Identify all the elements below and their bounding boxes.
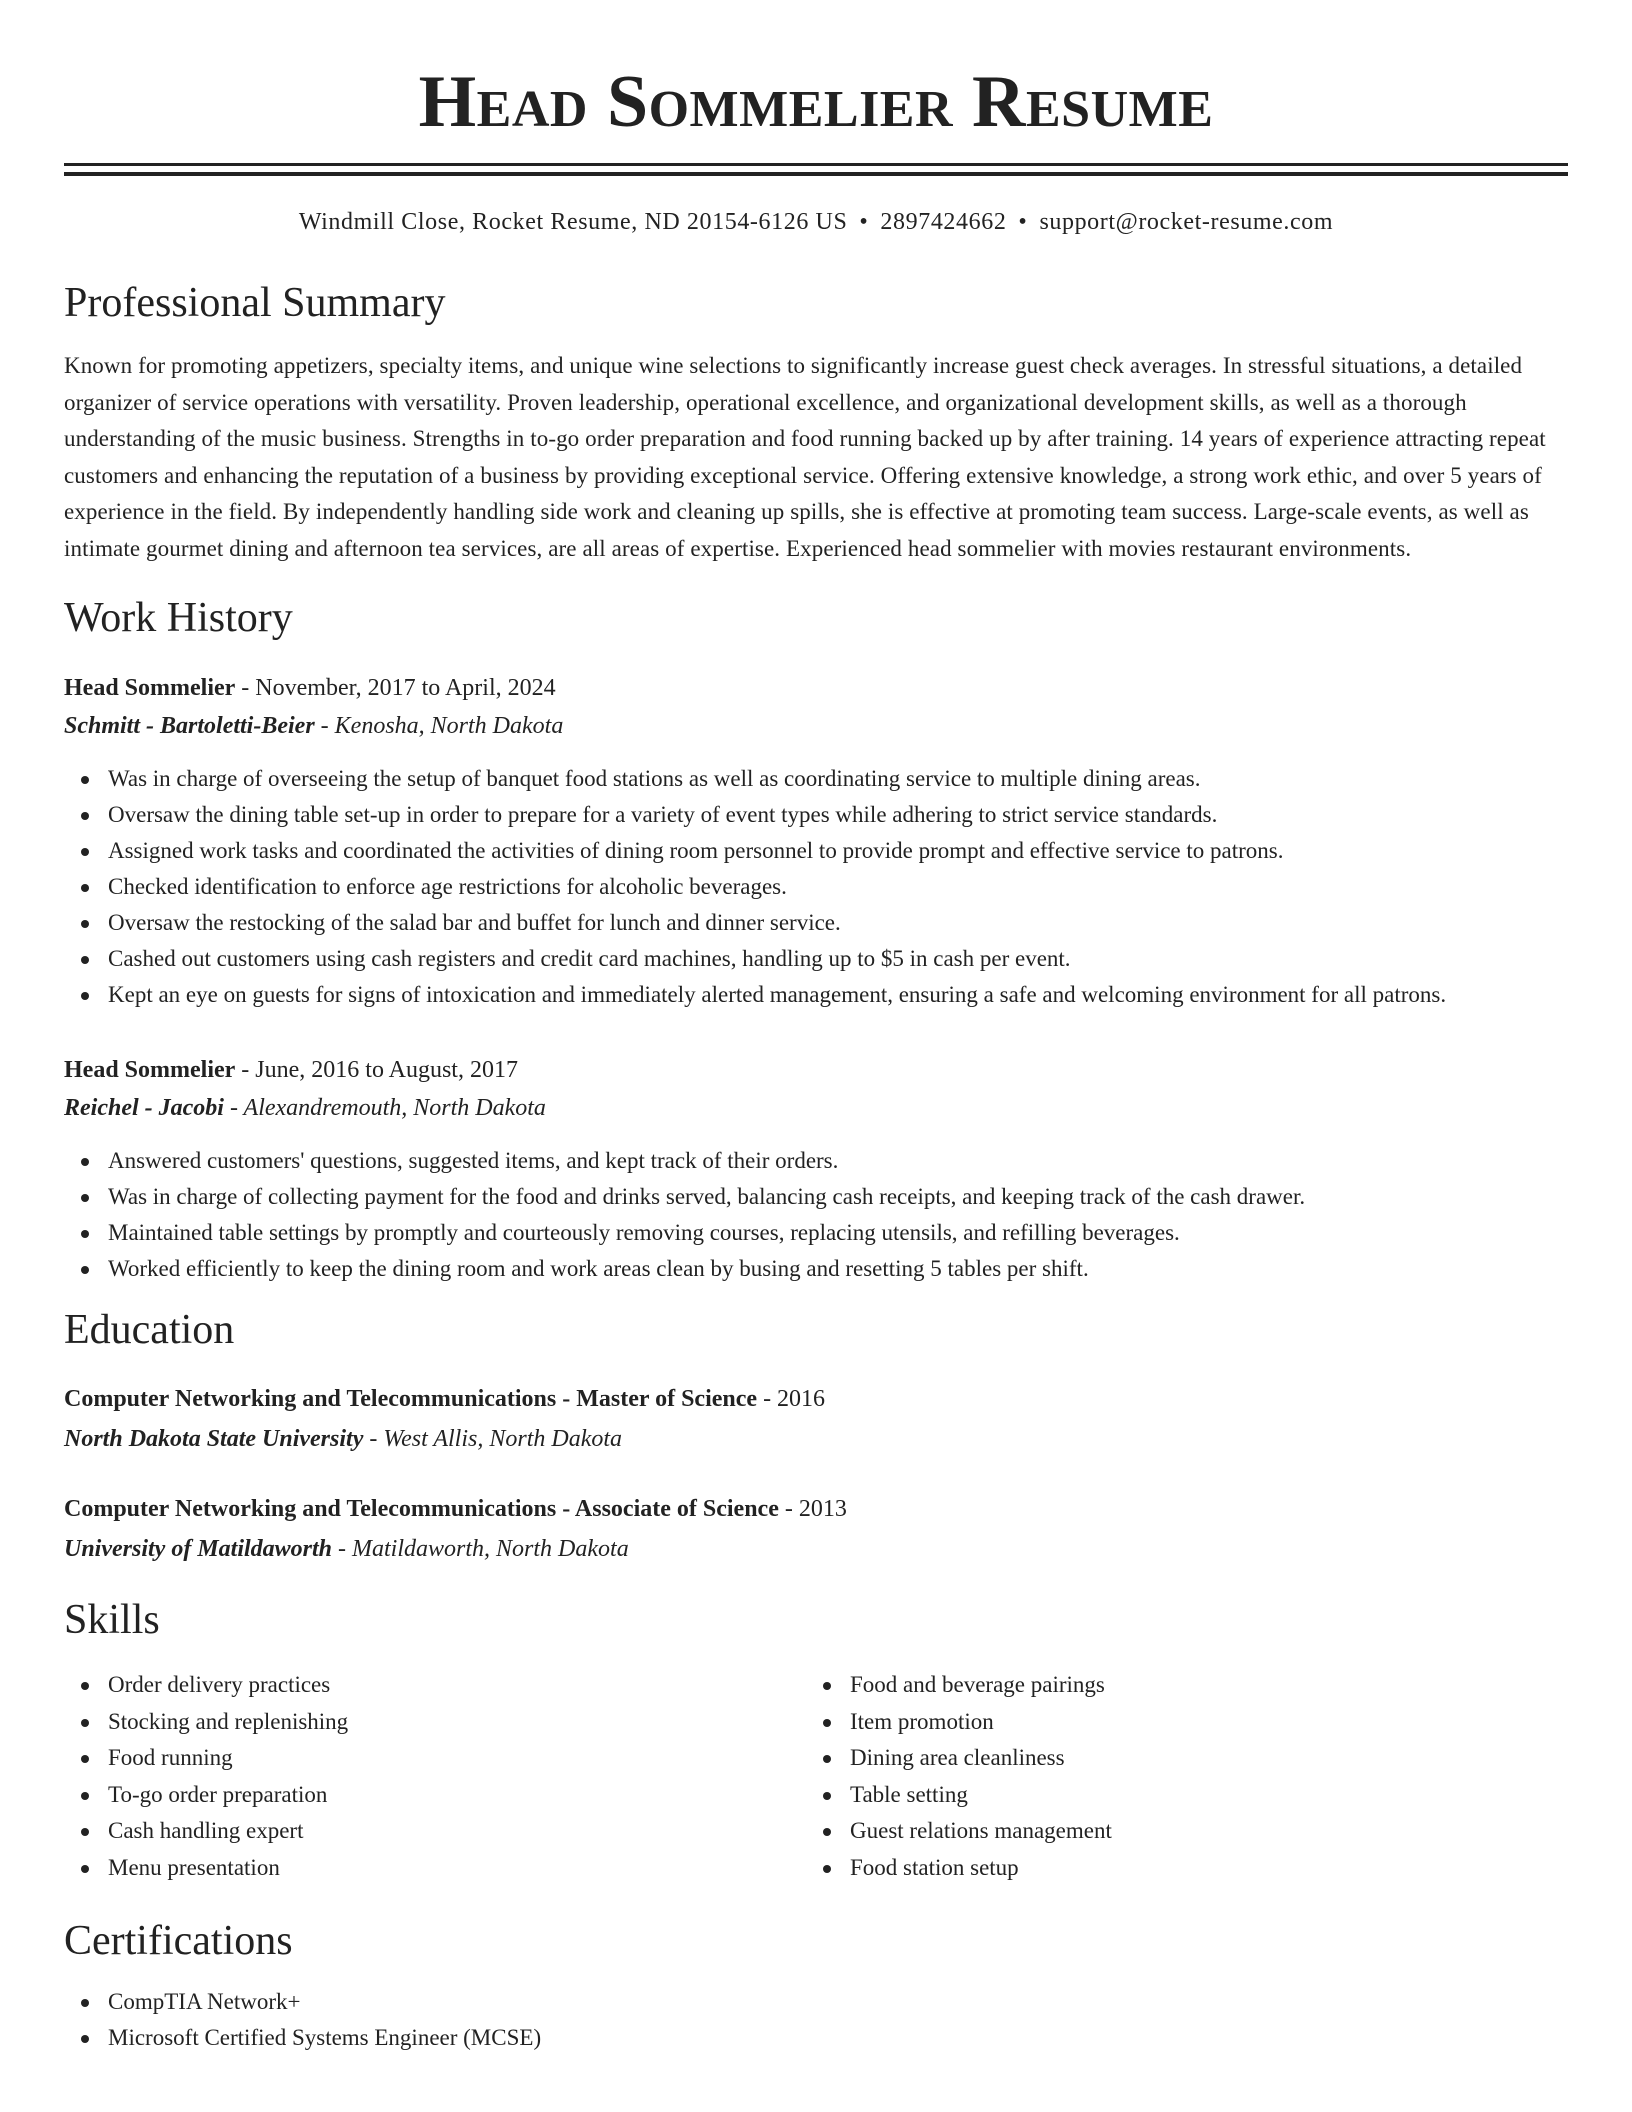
- title-rule-bottom: [64, 172, 1568, 176]
- contact-address: Windmill Close, Rocket Resume, ND 20154-6126 US: [298, 209, 848, 235]
- job-title: Head Sommelier: [64, 1057, 236, 1083]
- job-location: - Alexandremouth, North Dakota: [223, 1095, 546, 1121]
- certification-item: Microsoft Certified Systems Engineer (MCSE): [64, 2020, 1568, 2056]
- job-entry: [64, 669, 1568, 1013]
- skills-list-left: [64, 1667, 806, 1886]
- job-duty-item: Was in charge of overseeing the setup of banquet food stations as well as coordinating service to multiple dining areas.: [64, 761, 1568, 797]
- skill-item: Order delivery practices: [64, 1667, 806, 1704]
- skills-list-right: [806, 1667, 1548, 1886]
- contact-email: support@rocket-resume.com: [1039, 209, 1334, 235]
- job-employer: Reichel - Jacobi: [64, 1095, 224, 1121]
- skill-item: Guest relations management: [806, 1813, 1548, 1850]
- contact-phone: 2897424662: [880, 209, 1007, 235]
- contact-separator: •: [859, 209, 869, 235]
- skill-item: Menu presentation: [64, 1850, 806, 1887]
- job-duty-item: Oversaw the restocking of the salad bar and buffet for lunch and dinner service.: [64, 905, 1568, 941]
- degree-year: - 2013: [778, 1496, 847, 1522]
- job-employer-line: [64, 1089, 1568, 1127]
- contact-separator: •: [1018, 209, 1028, 235]
- resume-page: [64, 0, 1568, 2056]
- job-duties-list: [64, 1143, 1568, 1287]
- degree-line: [64, 1489, 1568, 1529]
- section-heading-work-history: Work History: [64, 595, 293, 641]
- skills-columns: [64, 1667, 1568, 1886]
- job-dates: - June, 2016 to August, 2017: [235, 1057, 518, 1083]
- job-duties-list: [64, 761, 1568, 1013]
- skill-item: Item promotion: [806, 1704, 1548, 1741]
- job-duty-item: Answered customers' questions, suggested items, and kept track of their orders.: [64, 1143, 1568, 1179]
- education-entry: [64, 1489, 1568, 1569]
- job-employer-line: [64, 707, 1568, 745]
- contact-line: [64, 206, 1568, 238]
- degree-name: Computer Networking and Telecommunications - Master of Science: [64, 1386, 758, 1412]
- job-duty-item: Was in charge of collecting payment for the food and drinks served, balancing cash receipts, and keeping track of the cash drawer.: [64, 1179, 1568, 1215]
- job-duty-item: Kept an eye on guests for signs of intoxication and immediately alerted management, ensuring a safe and welcoming environment for all patrons.: [64, 977, 1568, 1013]
- job-duty-item: Maintained table settings by promptly and courteously removing courses, replacing utensils, and refilling beverages.: [64, 1215, 1568, 1251]
- school-line: [64, 1419, 1568, 1459]
- skill-item: Table setting: [806, 1777, 1548, 1814]
- section-heading-education: Education: [64, 1307, 235, 1353]
- school-location: - Matildaworth, North Dakota: [332, 1536, 629, 1562]
- summary-text: Known for promoting appetizers, specialty items, and unique wine selections to significantly increase guest check averages. In stressful situations, a detailed organizer of service operations with versatility. Proven leadership, operational excellence, and organizational development skills, as well as a thorough understanding of the music business. Strengths in to-go order preparation and food running backed up by after training. 14 years of experience attracting repeat customers and enhancing the reputation of a business by providing exceptional service. Offering extensive knowledge, a strong work ethic, and over 5 years of experience in the field. By independently handling side work and cleaning up spills, she is effective at promoting team success. Large-scale events, as well as intimate gourmet dining and afternoon tea services, are all areas of expertise. Experienced head sommelier with movies restaurant environments.: [64, 353, 1546, 561]
- job-title-line: [64, 669, 1568, 707]
- certification-item: CompTIA Network+: [64, 1984, 1568, 2020]
- skill-item: Food station setup: [806, 1850, 1548, 1887]
- job-entry: [64, 1051, 1568, 1287]
- job-duty-item: Checked identification to enforce age restrictions for alcoholic beverages.: [64, 869, 1568, 905]
- skill-item: Cash handling expert: [64, 1813, 806, 1850]
- degree-name: Computer Networking and Telecommunications - Associate of Science: [64, 1496, 779, 1522]
- job-location: - Kenosha, North Dakota: [314, 713, 564, 739]
- job-employer: Schmitt - Bartoletti-Beier: [64, 713, 315, 739]
- school-name: North Dakota State University: [64, 1426, 364, 1452]
- resume-title: Head Sommelier Resume: [418, 61, 1214, 143]
- job-duty-item: Assigned work tasks and coordinated the activities of dining room personnel to provide prompt and effective service to patrons.: [64, 833, 1568, 869]
- title-rule-top: [64, 163, 1568, 166]
- certifications-list: [64, 1984, 1568, 2056]
- job-title-line: [64, 1051, 1568, 1089]
- section-heading-skills: Skills: [64, 1597, 160, 1643]
- job-duty-item: Worked efficiently to keep the dining room and work areas clean by busing and resetting 5 tables per shift.: [64, 1251, 1568, 1287]
- school-location: - West Allis, North Dakota: [363, 1426, 623, 1452]
- section-heading-summary: Professional Summary: [64, 280, 446, 326]
- skill-item: Stocking and replenishing: [64, 1704, 806, 1741]
- job-dates: - November, 2017 to April, 2024: [235, 675, 556, 701]
- skill-item: Food and beverage pairings: [806, 1667, 1548, 1704]
- job-duty-item: Oversaw the dining table set-up in order to prepare for a variety of event types while adhering to strict service standards.: [64, 797, 1568, 833]
- school-name: University of Matildaworth: [64, 1536, 333, 1562]
- skill-item: To-go order preparation: [64, 1777, 806, 1814]
- school-line: [64, 1529, 1568, 1569]
- job-title: Head Sommelier: [64, 675, 236, 701]
- skill-item: Dining area cleanliness: [806, 1740, 1548, 1777]
- degree-line: [64, 1379, 1568, 1419]
- job-duty-item: Cashed out customers using cash registers and credit card machines, handling up to $5 in cash per event.: [64, 941, 1568, 977]
- skill-item: Food running: [64, 1740, 806, 1777]
- section-heading-certifications: Certifications: [64, 1918, 293, 1964]
- degree-year: - 2016: [757, 1386, 826, 1412]
- education-entry: [64, 1379, 1568, 1459]
